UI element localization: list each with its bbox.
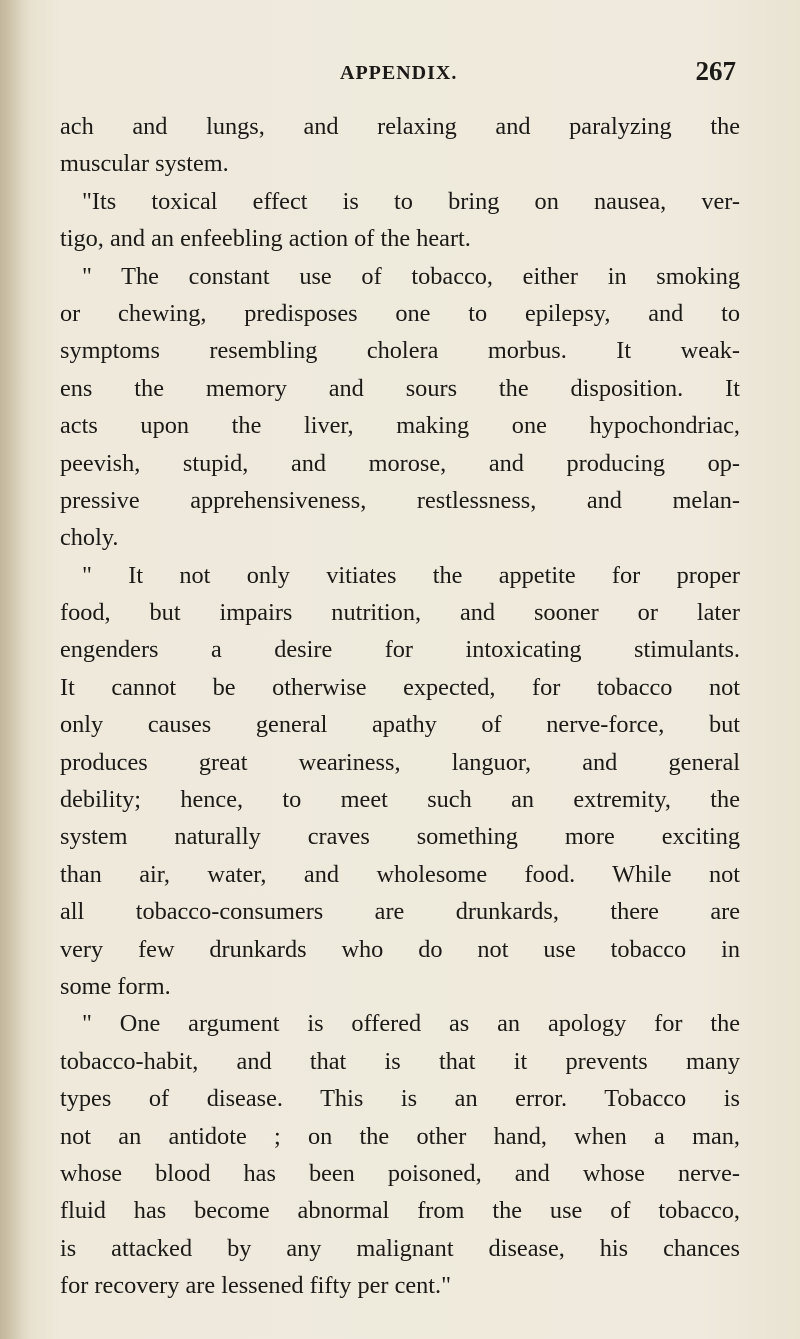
text-line: peevish, stupid, and morose, and producing op-: [60, 449, 740, 477]
text-line: only causes general apathy of nerve-force, but: [60, 711, 740, 739]
text-line: food, but impairs nutrition, and sooner or later: [60, 599, 740, 627]
text-line: ach and lungs, and relaxing and paralyzing the: [60, 113, 740, 140]
text-line: debility; hence, to meet such an extremity, the: [60, 786, 740, 814]
text-line: tigo, and an enfeebling action of the heart.: [60, 225, 471, 253]
text-line: "Its toxical effect is to bring on nausea, ver-: [82, 187, 740, 215]
text-line: not an antidote ; on the other hand, when a man,: [60, 1122, 740, 1150]
text-line: tobacco-habit, and that is that it prevents many: [60, 1047, 740, 1075]
text-line: than air, water, and wholesome food. While not: [60, 860, 740, 888]
text-line: for recovery are lessened fifty per cent.": [60, 1272, 452, 1300]
page-binding-shadow: [0, 0, 30, 1339]
text-line: " The constant use of tobacco, either in smoking: [82, 262, 740, 290]
text-line: " One argument is offered as an apology for the: [82, 1010, 740, 1038]
page-number: 267: [695, 56, 736, 86]
text-line: choly.: [60, 524, 119, 552]
text-line: system naturally craves something more exciting: [60, 823, 740, 851]
running-head: APPENDIX.: [340, 62, 458, 84]
text-line: muscular system.: [60, 150, 229, 178]
text-line: produces great weariness, languor, and general: [60, 748, 740, 776]
text-line: all tobacco-consumers are drunkards, there are: [60, 898, 740, 926]
text-line: It cannot be otherwise expected, for tobacco not: [60, 673, 740, 701]
text-line: acts upon the liver, making one hypochondriac,: [60, 412, 740, 440]
body-text: [60, 108, 740, 1305]
text-line: fluid has become abnormal from the use of tobacco,: [60, 1197, 740, 1225]
text-line: pressive apprehensiveness, restlessness, and melan-: [60, 486, 740, 514]
text-line: some form.: [60, 972, 171, 1000]
text-line: " It not only vitiates the appetite for proper: [82, 561, 740, 589]
text-line: whose blood has been poisoned, and whose nerve-: [60, 1159, 740, 1187]
text-line: engenders a desire for intoxicating stimulants.: [60, 636, 740, 664]
text-line: or chewing, predisposes one to epilepsy, and to: [60, 299, 740, 327]
page-header: [60, 58, 736, 92]
text-line: very few drunkards who do not use tobacco in: [60, 935, 740, 963]
text-line: ens the memory and sours the disposition. It: [60, 374, 740, 402]
text-line: symptoms resembling cholera morbus. It weak-: [60, 337, 740, 365]
text-line: is attacked by any malignant disease, his chances: [60, 1234, 740, 1262]
text-line: types of disease. This is an error. Tobacco is: [60, 1085, 740, 1113]
